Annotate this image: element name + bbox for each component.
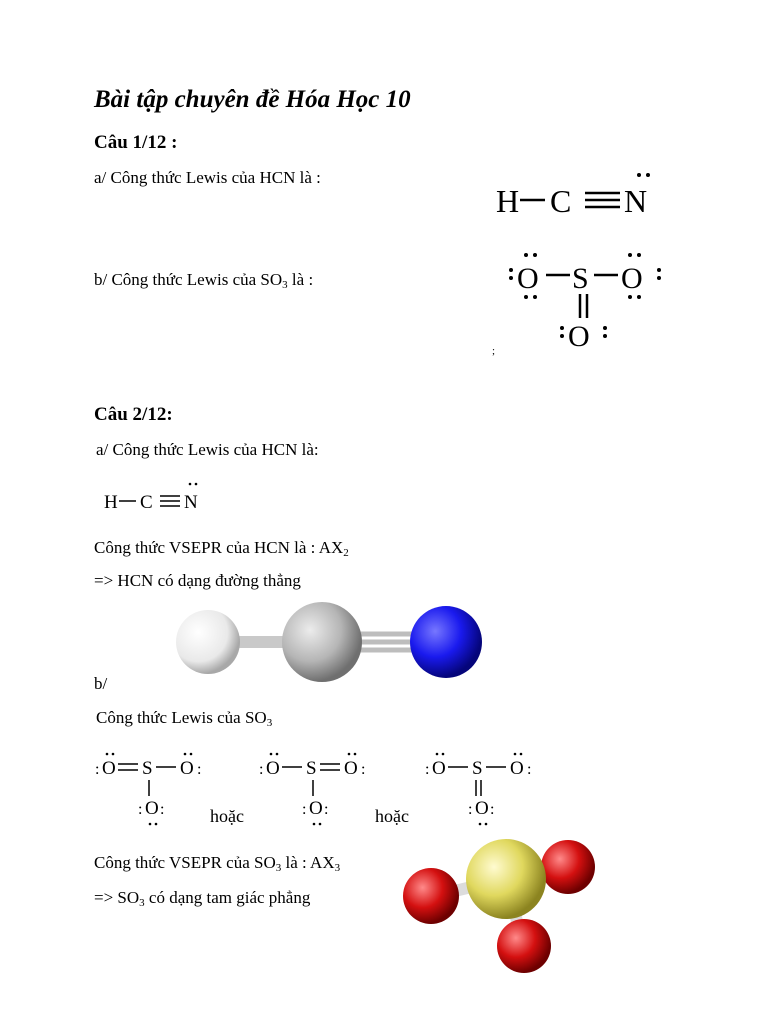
lone-pair-dot [276,753,279,756]
atom-h: H [104,492,118,513]
q1-heading: Câu 1/12 : [94,132,178,153]
lone-pair-dot [628,295,632,299]
atom-o: O [145,798,159,819]
so3-3d-model [398,834,603,979]
or-label-2: hoặc [375,806,409,826]
lone-pair: : [138,801,143,818]
hcn-3d-model [168,598,493,684]
lone-pair-dot [155,823,158,826]
stray-mark: ; [492,345,496,357]
atom-o: O [432,758,446,779]
page-title: Bài tập chuyên đề Hóa Học 10 [94,86,411,113]
atom-c: C [550,183,572,219]
vsepr-so3 [94,853,340,874]
hcn-lewis-small [100,478,220,518]
so3-resonance-structures [94,744,564,830]
atom-s: S [572,262,589,295]
atom-s: S [142,758,153,779]
lone-pair-dot [319,823,322,826]
atom-h: H [496,183,520,219]
lone-pair-dot [442,753,445,756]
lone-pair-dot [112,753,115,756]
so3-shape-text-post: có dạng tam giác phẳng [144,888,311,907]
lone-pair-dot [657,276,661,280]
lone-pair: : [160,801,165,818]
atom-n: N [184,492,198,513]
lone-pair-dot [354,753,357,756]
so3-lewis-large [500,248,680,358]
q2-b-label: b/ [94,674,108,693]
or-label-1: hoặc [210,806,244,826]
lone-pair-dot [190,753,193,756]
hcn-lewis-large [490,168,680,228]
atom-o: O [510,758,524,779]
atom-o: O [568,320,590,353]
lone-pair-dot [637,173,641,177]
lone-pair-dot [149,823,152,826]
nitrogen-atom-sphere [410,606,482,678]
hcn-shape: => HCN có dạng đường thẳng [94,571,301,590]
oxygen-atom-sphere [403,868,459,924]
so3-lewis-text: Công thức Lewis của SO [96,708,267,727]
lone-pair-dot [514,753,517,756]
lone-pair-dot [603,326,607,330]
atom-o: O [180,758,194,779]
vsepr-hcn [94,538,349,559]
so3-structure-1 [95,753,201,826]
lone-pair-dot [524,253,528,257]
lone-pair-dot [189,483,192,486]
so3-structure-2 [259,753,365,826]
lone-pair-dot [313,823,316,826]
q2-heading: Câu 2/12: [94,404,173,425]
hydrogen-atom-sphere [176,610,240,674]
lone-pair-dot [637,295,641,299]
vsepr-so3-text-mid: là : AX [281,853,335,872]
lone-pair-dot [560,334,564,338]
lone-pair: : [361,761,366,778]
lone-pair: : [302,801,307,818]
q1-b-text-main: b/ Công thức Lewis của SO [94,270,283,289]
lone-pair: : [527,761,532,778]
so3-lewis-caption [96,708,272,729]
lone-pair-dot [524,295,528,299]
so3-structure-3 [425,753,531,826]
lone-pair-dot [195,483,198,486]
lone-pair-dot [485,823,488,826]
atom-n: N [624,183,648,219]
lone-pair-dot [509,268,513,272]
lone-pair-dot [436,753,439,756]
lone-pair-dot [628,253,632,257]
lone-pair: : [259,761,264,778]
lone-pair: : [324,801,329,818]
q2-a-text: a/ Công thức Lewis của HCN là: [96,440,319,459]
atom-c: C [140,492,153,513]
so3-shape [94,888,310,909]
lone-pair: : [197,761,202,778]
carbon-atom-sphere [282,602,362,682]
lone-pair: : [95,761,100,778]
oxygen-atom-sphere [541,840,595,894]
lone-pair-dot [509,276,513,280]
lone-pair-dot [646,173,650,177]
atom-o: O [309,798,323,819]
q1-b-text [94,270,313,291]
lone-pair: : [490,801,495,818]
lone-pair-dot [560,326,564,330]
lone-pair-dot [533,253,537,257]
atom-o: O [266,758,280,779]
q1-a-text: a/ Công thức Lewis của HCN là : [94,168,321,187]
vsepr-hcn-text: Công thức VSEPR của HCN là : AX [94,538,344,557]
lone-pair-dot [348,753,351,756]
so3-shape-text: => SO [94,888,140,907]
subscript: 3 [334,862,341,874]
atom-o: O [517,262,539,295]
lone-pair: : [468,801,473,818]
lone-pair-dot [520,753,523,756]
subscript: 3 [266,717,273,729]
q1-b-text-post: là : [287,270,314,289]
lone-pair: : [425,761,430,778]
atom-o: O [102,758,116,779]
subscript: 3 [139,897,145,909]
sulfur-atom-sphere [466,839,546,919]
subscript: 3 [275,862,282,874]
atom-s: S [306,758,317,779]
lone-pair-dot [270,753,273,756]
vsepr-so3-text: Công thức VSEPR của SO [94,853,276,872]
atom-o: O [621,262,643,295]
lone-pair-dot [479,823,482,826]
lone-pair-dot [533,295,537,299]
atom-o: O [344,758,358,779]
atom-o: O [475,798,489,819]
lone-pair-dot [657,268,661,272]
subscript: 3 [282,279,288,291]
lone-pair-dot [603,334,607,338]
oxygen-atom-sphere [497,919,551,973]
subscript: 2 [343,547,349,559]
lone-pair-dot [637,253,641,257]
atom-s: S [472,758,483,779]
lone-pair-dot [106,753,109,756]
lone-pair-dot [184,753,187,756]
